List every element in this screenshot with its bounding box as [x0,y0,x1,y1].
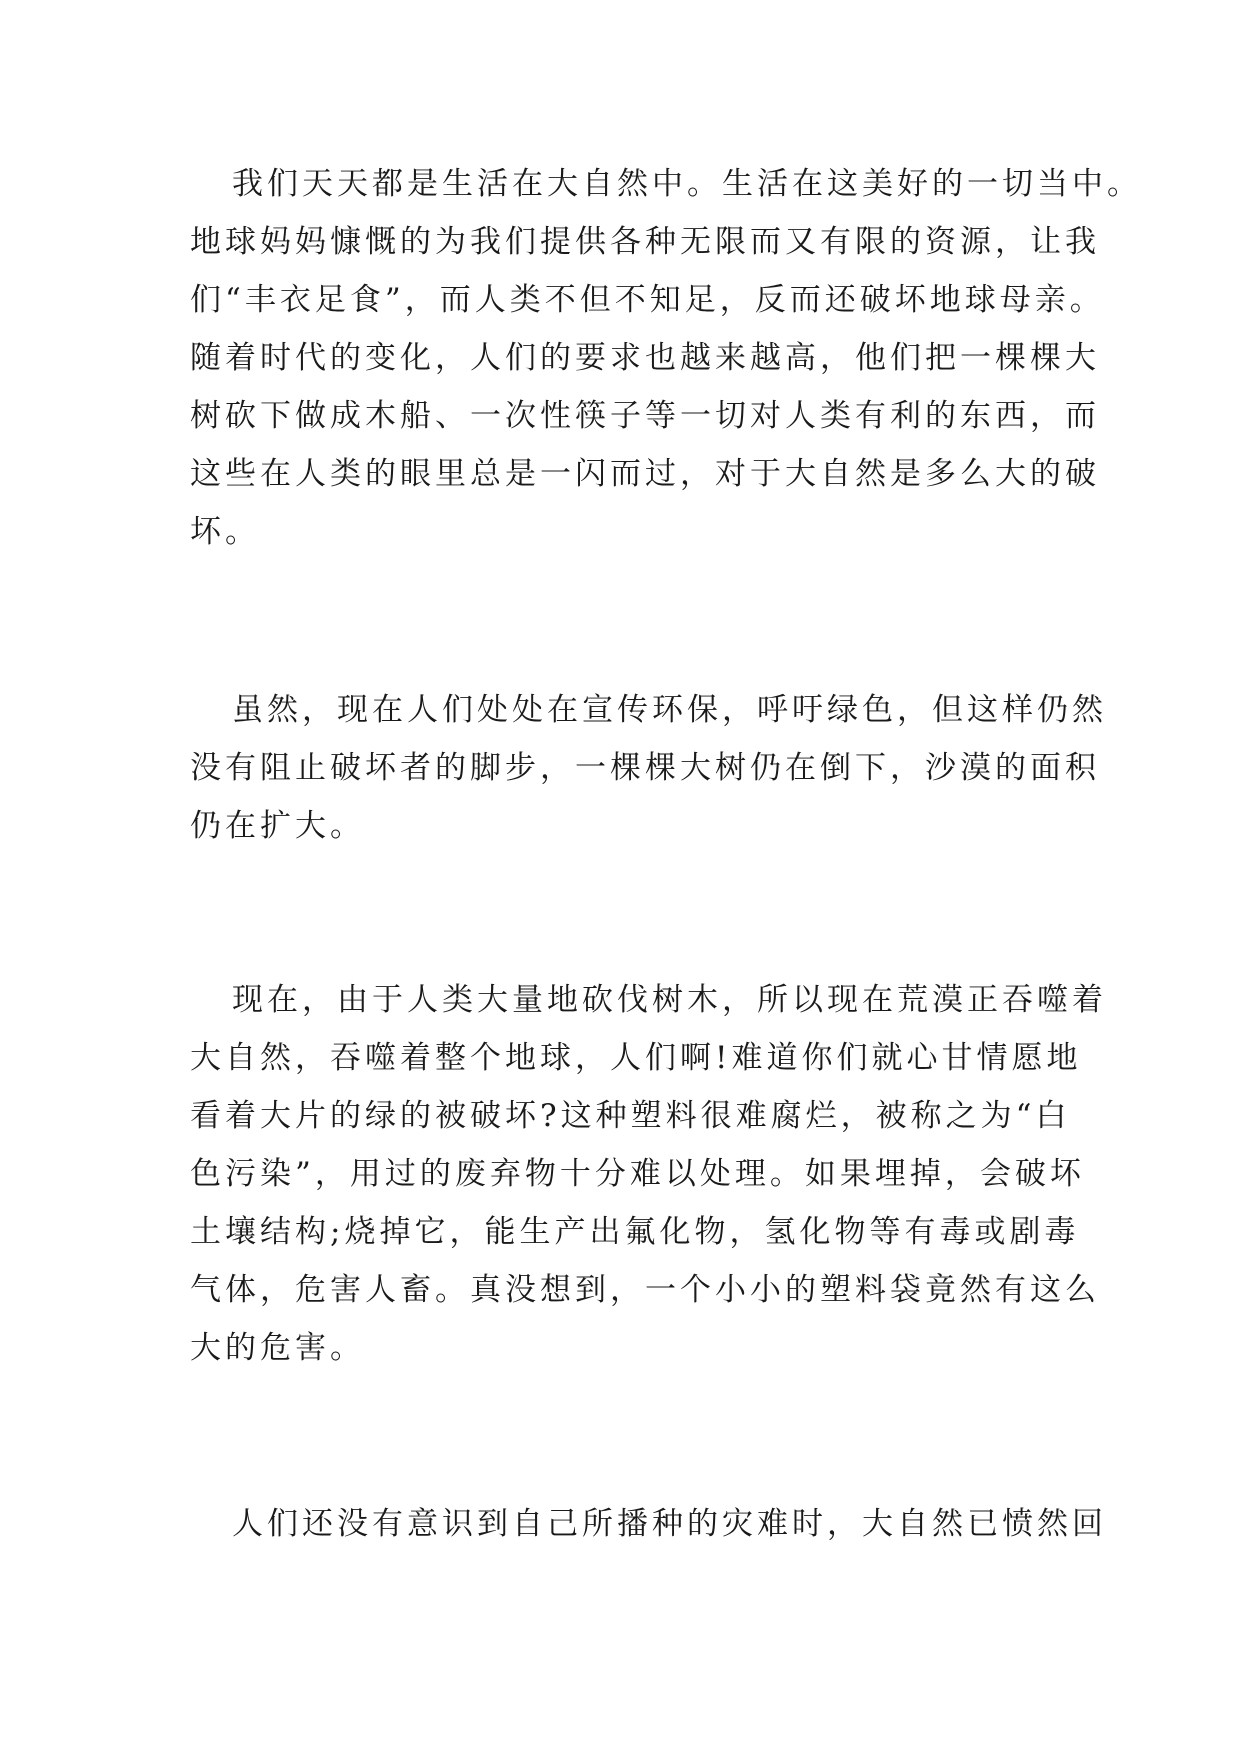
paragraph-line: 大的危害。 [190,1330,365,1366]
paragraph-line: 虽然，现在人们处处在宣传环保，呼吁绿色，但这样仍然 [232,692,1107,728]
paragraph-line: 这些在人类的眼里总是一闪而过，对于大自然是多么大的破 [190,456,1100,492]
paragraph-line: 气体，危害人畜。真没想到，一个小小的塑料袋竟然有这么 [190,1272,1100,1308]
paragraph-line: 人们还没有意识到自己所播种的灾难时，大自然已愤然回 [232,1506,1107,1542]
paragraph-line: 没有阻止破坏者的脚步，一棵棵大树仍在倒下，沙漠的面积 [190,750,1100,786]
paragraph-line: 现在，由于人类大量地砍伐树木，所以现在荒漠正吞噬着 [232,982,1107,1018]
paragraph-line: 土壤结构;烧掉它，能生产出氟化物，氢化物等有毒或剧毒 [190,1214,1080,1250]
paragraph-line: 坏。 [190,514,260,550]
paragraph-line: 色污染”，用过的废弃物十分难以处理。如果埋掉，会破坏 [190,1156,1085,1192]
paragraph-line: 地球妈妈慷慨的为我们提供各种无限而又有限的资源，让我 [190,224,1100,260]
paragraph-line: 看着大片的绿的被破坏?这种塑料很难腐烂，被称之为“白 [190,1098,1071,1134]
paragraph-line: 随着时代的变化，人们的要求也越来越高，他们把一棵棵大 [190,340,1100,376]
paragraph-line: 大自然，吞噬着整个地球，人们啊!难道你们就心甘情愿地 [190,1040,1082,1076]
paragraph-line: 们“丰衣足食”，而人类不但不知足，反而还破坏地球母亲。 [190,282,1105,318]
paragraph-line: 仍在扩大。 [190,808,365,844]
paragraph-line: 树砍下做成木船、一次性筷子等一切对人类有利的东西，而 [190,398,1100,434]
paragraph-line: 我们天天都是生活在大自然中。生活在这美好的一切当中。 [232,166,1142,202]
